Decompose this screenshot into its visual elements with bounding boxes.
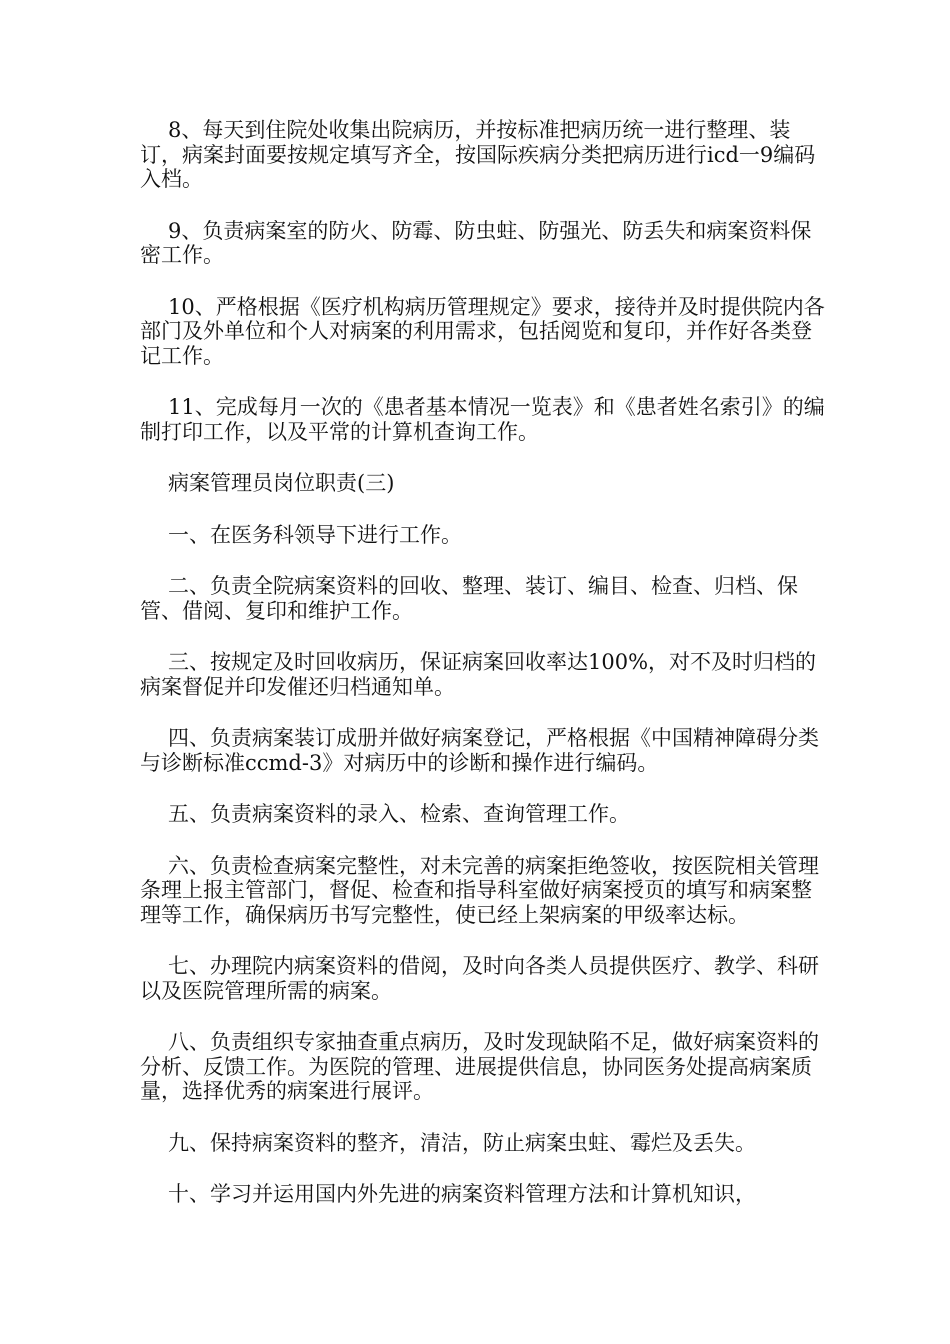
duty-item-5: 五、负责病案资料的录入、检索、查询管理工作。 [168,802,630,826]
duty-item-4: 四、负责病案装订成册并做好病案登记，严格根据《中国精神障碍分类与诊断标准ccmd-3》对病历中的诊断和操作进行编码。 [140,726,819,775]
duty-item-3: 三、按规定及时回收病历，保证病案回收率达100%，对不及时归档的病案督促并印发催还归档通知单。 [140,650,817,699]
duty-item-10: 十、学习并运用国内外先进的病案资料管理方法和计算机知识， [168,1182,756,1206]
paragraph-item-10: 10、严格根据《医疗机构病历管理规定》要求，接待并及时提供院内各部门及外单位和个人对病案的利用需求，包括阅览和复印，并作好各类登记工作。 [140,294,825,368]
duty-item-2: 二、负责全院病案资料的回收、整理、装订、编目、检查、归档、保管、借阅、复印和维护工作。 [140,574,798,623]
duty-item-7: 七、办理院内病案资料的借阅，及时向各类人员提供医疗、教学、科研以及医院管理所需的病案。 [140,954,819,1003]
document-body [140,118,830,1234]
duty-item-6: 六、负责检查病案完整性，对未完善的病案拒绝签收，按医院相关管理条理上报主管部门，督促、检查和指导科室做好病案授页的填写和病案整理等工作，确保病历书写完整性，使已经上架病案的甲级率达标。 [140,853,819,927]
duty-item-8: 八、负责组织专家抽查重点病历，及时发现缺陷不足，做好病案资料的分析、反馈工作。为医院的管理、进展提供信息，协同医务处提高病案质量，选择优秀的病案进行展评。 [140,1030,819,1103]
duty-item-1: 一、在医务科领导下进行工作。 [168,522,462,547]
paragraph-item-8: 8、每天到住院处收集出院病历，并按标准把病历统一进行整理、装订，病案封面要按规定填写齐全，按国际疾病分类把病历进行icd一9编码入档。 [140,118,816,191]
section-heading: 病案管理员岗位职责(三) [168,471,395,495]
paragraph-item-9: 9、负责病案室的防火、防霉、防虫蛀、防强光、防丢失和病案资料保密工作。 [140,218,812,267]
paragraph-item-11: 11、完成每月一次的《患者基本情况一览表》和《患者姓名索引》的编制打印工作，以及平常的计算机查询工作。 [140,395,825,444]
duty-item-9: 九、保持病案资料的整齐，清洁，防止病案虫蛀、霉烂及丢失。 [168,1130,756,1155]
